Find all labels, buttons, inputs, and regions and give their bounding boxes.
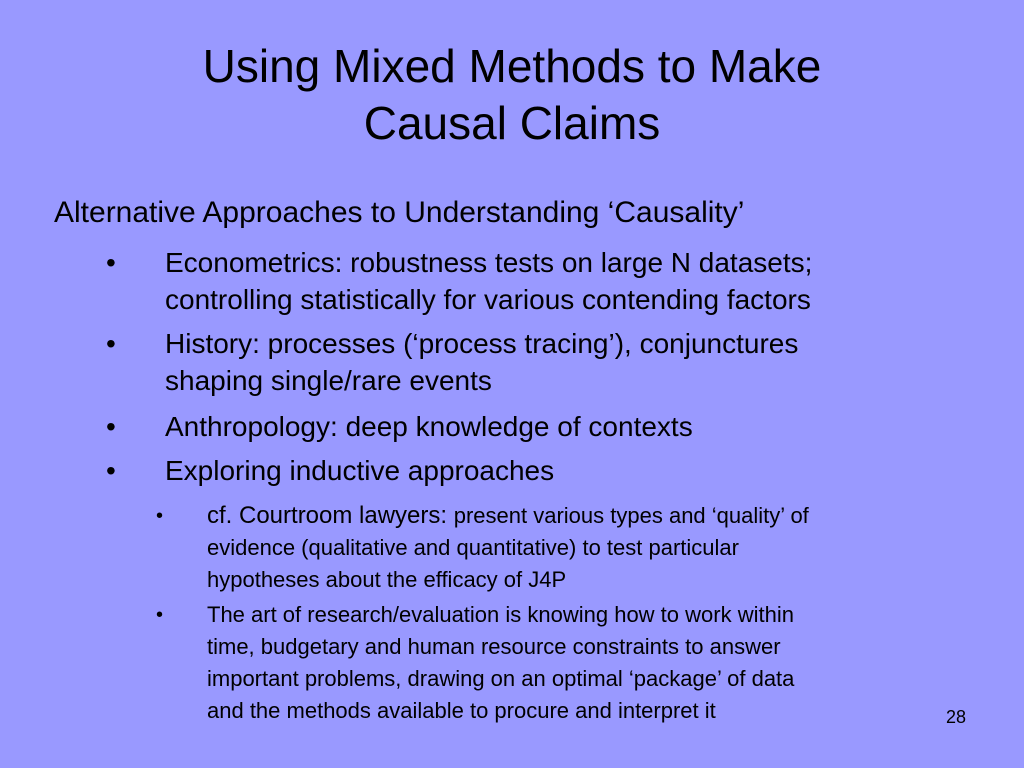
bullet-line: Econometrics: robustness tests on large N datasets;	[165, 247, 813, 278]
sub-bullet-line: evidence (qualitative and quantitative) to test particular	[207, 535, 739, 560]
sub-bullet-line: important problems, drawing on an optimal ‘package’ of data	[207, 666, 795, 691]
sub-bullet-rest: present various types and ‘quality’ of	[453, 503, 809, 528]
bullet-line: History: processes (‘process tracing’), conjunctures	[165, 328, 799, 359]
bullet-icon: •	[106, 455, 116, 486]
bullet-line: shaping single/rare events	[165, 365, 492, 396]
sub-bullet-line: hypotheses about the efficacy of J4P	[207, 567, 567, 592]
title-line-2: Causal Claims	[363, 97, 661, 149]
sub-bullet-line: The art of research/evaluation is knowing how to work within	[207, 602, 794, 627]
bullet-text	[165, 325, 798, 399]
sub-bullet-text	[207, 500, 809, 596]
bullet-text	[165, 452, 554, 489]
subheading: Alternative Approaches to Understanding ‘Causality’	[54, 196, 745, 229]
bullet-icon: •	[106, 247, 116, 278]
bullet-icon: •	[156, 604, 164, 626]
slide-title	[40, 38, 984, 152]
bullet-icon: •	[106, 411, 116, 442]
bullet-line: controlling statistically for various contending factors	[165, 284, 811, 315]
sub-bullet-line: time, budgetary and human resource constraints to answer	[207, 634, 781, 659]
bullet-line: Anthropology: deep knowledge of contexts	[165, 411, 693, 442]
sub-bullet-line	[207, 500, 809, 532]
page-number: 28	[945, 707, 966, 727]
bullet-text	[165, 244, 812, 318]
bullet-text	[165, 408, 693, 445]
bullet-line: Exploring inductive approaches	[165, 455, 555, 486]
bullet-icon: •	[106, 328, 116, 359]
title-line-1: Using Mixed Methods to Make	[202, 40, 822, 92]
sub-bullet-lead: cf. Courtroom lawyers:	[207, 502, 454, 529]
sub-bullet-line: and the methods available to procure and interpret it	[207, 698, 716, 723]
bullet-icon: •	[156, 505, 164, 527]
sub-bullet-text	[207, 599, 794, 727]
